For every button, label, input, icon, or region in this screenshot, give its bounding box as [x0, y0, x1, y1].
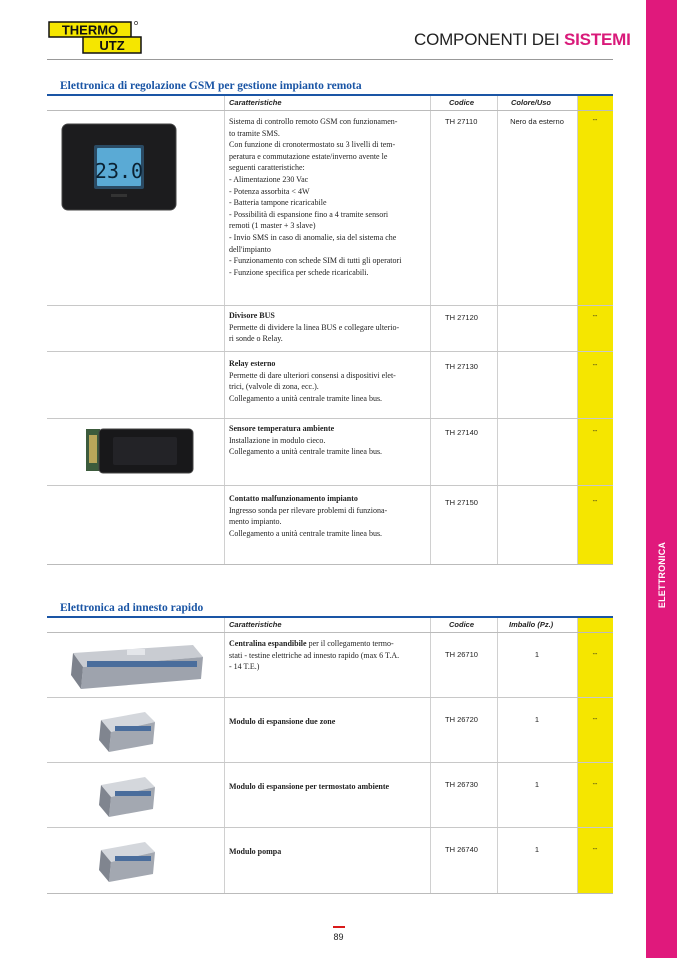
item-pack: 1: [534, 780, 540, 789]
table-row: [47, 111, 613, 306]
item-price: --: [592, 651, 598, 658]
header-pack: Imballo (Pz.): [509, 620, 554, 629]
pump-module-image: [95, 836, 159, 884]
section-title-quick-connect: Elettronica ad innesto rapido: [60, 602, 204, 614]
table-quick-connect: [47, 618, 613, 894]
item-code: TH 26720: [445, 715, 478, 724]
page-number: 89: [333, 932, 344, 942]
item-code: TH 27120: [445, 313, 478, 322]
item-price: --: [592, 362, 598, 369]
item-description: Centralina espandibile per il collegamento termo- stati - testine elettriche ad innesto rapido (max 6 T.A. - 14 T.E.): [229, 639, 400, 672]
table-row: [47, 828, 613, 892]
table-row: [47, 486, 613, 563]
item-description: Modulo di espansione due zone: [229, 717, 336, 726]
page-number-accent: [333, 926, 345, 928]
item-price: --: [592, 846, 598, 853]
header-features: Caratteristiche: [229, 620, 282, 629]
table-header: [47, 96, 613, 111]
table-row: [47, 698, 613, 763]
thermostat-module-image: [95, 771, 159, 819]
item-code: TH 26730: [445, 780, 478, 789]
item-description: Relay esterno Permette di dare ulteriori consensi a dispositivi elet- trici, (valvole di zona, ecc.). Collegamento a unità centrale tramite linea bus.: [229, 359, 396, 403]
item-description: Modulo di espansione per termostato ambiente: [229, 782, 390, 791]
brand-logo: [47, 18, 147, 56]
item-code: TH 27110: [445, 117, 478, 126]
table-row: [47, 306, 613, 352]
table-row: [47, 352, 613, 419]
item-code: TH 26740: [445, 845, 478, 854]
page-title-light: COMPONENTI DEI: [414, 30, 565, 49]
side-tab: [646, 541, 677, 609]
item-description: Contatto malfunzionamento impianto Ingresso sonda per rilevare problemi di funziona- mento impianto. Collegamento a unità centrale tramite linea bus.: [229, 494, 388, 538]
item-price: --: [592, 781, 598, 788]
item-description: Sistema di controllo remoto GSM con funzionamen- to tramite SMS. Con funzione di cronotermostato su 3 livelli di tem- peratura e commutazione estate/inverno avente le seguenti caratteristiche: - Alimentazione 230 Vac - Potenza assorbita < 4W - Batteria tampone ricaricabile - Possibilità di espansione fino a 4 tramite sensori remoti (1 master + 3 slave) - Invio SMS in caso di anomalie, sia del sistema che dell'impianto - Funzionamento con schede SIM di tutti gli operatori - Funzione specifica per schede ricaricabili.: [229, 117, 402, 277]
item-description: Divisore BUS Permette di dividere la linea BUS e collegare ulterio- ri sonde o Relay.: [229, 311, 400, 344]
item-pack: 1: [534, 845, 540, 854]
gsm-controller-image: [61, 123, 177, 211]
lcd-reading: 23.0: [94, 159, 144, 183]
item-description: Modulo pompa: [229, 847, 282, 856]
item-price: --: [592, 313, 598, 320]
two-zone-module-image: [95, 706, 159, 754]
logo-text-top: THERMO: [61, 22, 119, 38]
item-price: --: [592, 498, 598, 505]
table-row: [47, 419, 613, 486]
item-color-use: Nero da esterno: [510, 117, 564, 126]
temperature-sensor-image: [85, 427, 195, 475]
item-code: TH 27130: [445, 362, 478, 371]
item-pack: 1: [534, 715, 540, 724]
item-code: TH 27150: [445, 498, 478, 507]
page-title-bold: SISTEMI: [564, 30, 631, 49]
item-code: TH 26710: [445, 650, 478, 659]
expandable-controller-image: [65, 639, 205, 691]
section-title-gsm: Elettronica di regolazione GSM per gestione impianto remota: [60, 80, 362, 92]
header-code: Codice: [449, 620, 475, 629]
item-pack: 1: [534, 650, 540, 659]
side-tab-label: ELETTRONICA: [656, 541, 667, 609]
item-price: --: [592, 716, 598, 723]
page-title: [414, 30, 631, 50]
item-price: --: [592, 428, 598, 435]
header-features: Caratteristiche: [229, 98, 282, 107]
logo-text-bottom: UTZ: [99, 38, 125, 53]
table-row: [47, 763, 613, 828]
item-code: TH 27140: [445, 428, 478, 437]
side-color-band: [646, 0, 677, 958]
table-row: [47, 633, 613, 698]
table-gsm: [47, 96, 613, 565]
header-color-use: Colore/Uso: [511, 98, 552, 107]
header-code: Codice: [449, 98, 475, 107]
item-price: --: [592, 117, 598, 124]
item-description: Sensore temperatura ambiente Installazione in modulo cieco. Collegamento a unità centrale tramite linea bus.: [229, 424, 383, 457]
header-divider: [47, 59, 613, 60]
table-header: [47, 618, 613, 633]
